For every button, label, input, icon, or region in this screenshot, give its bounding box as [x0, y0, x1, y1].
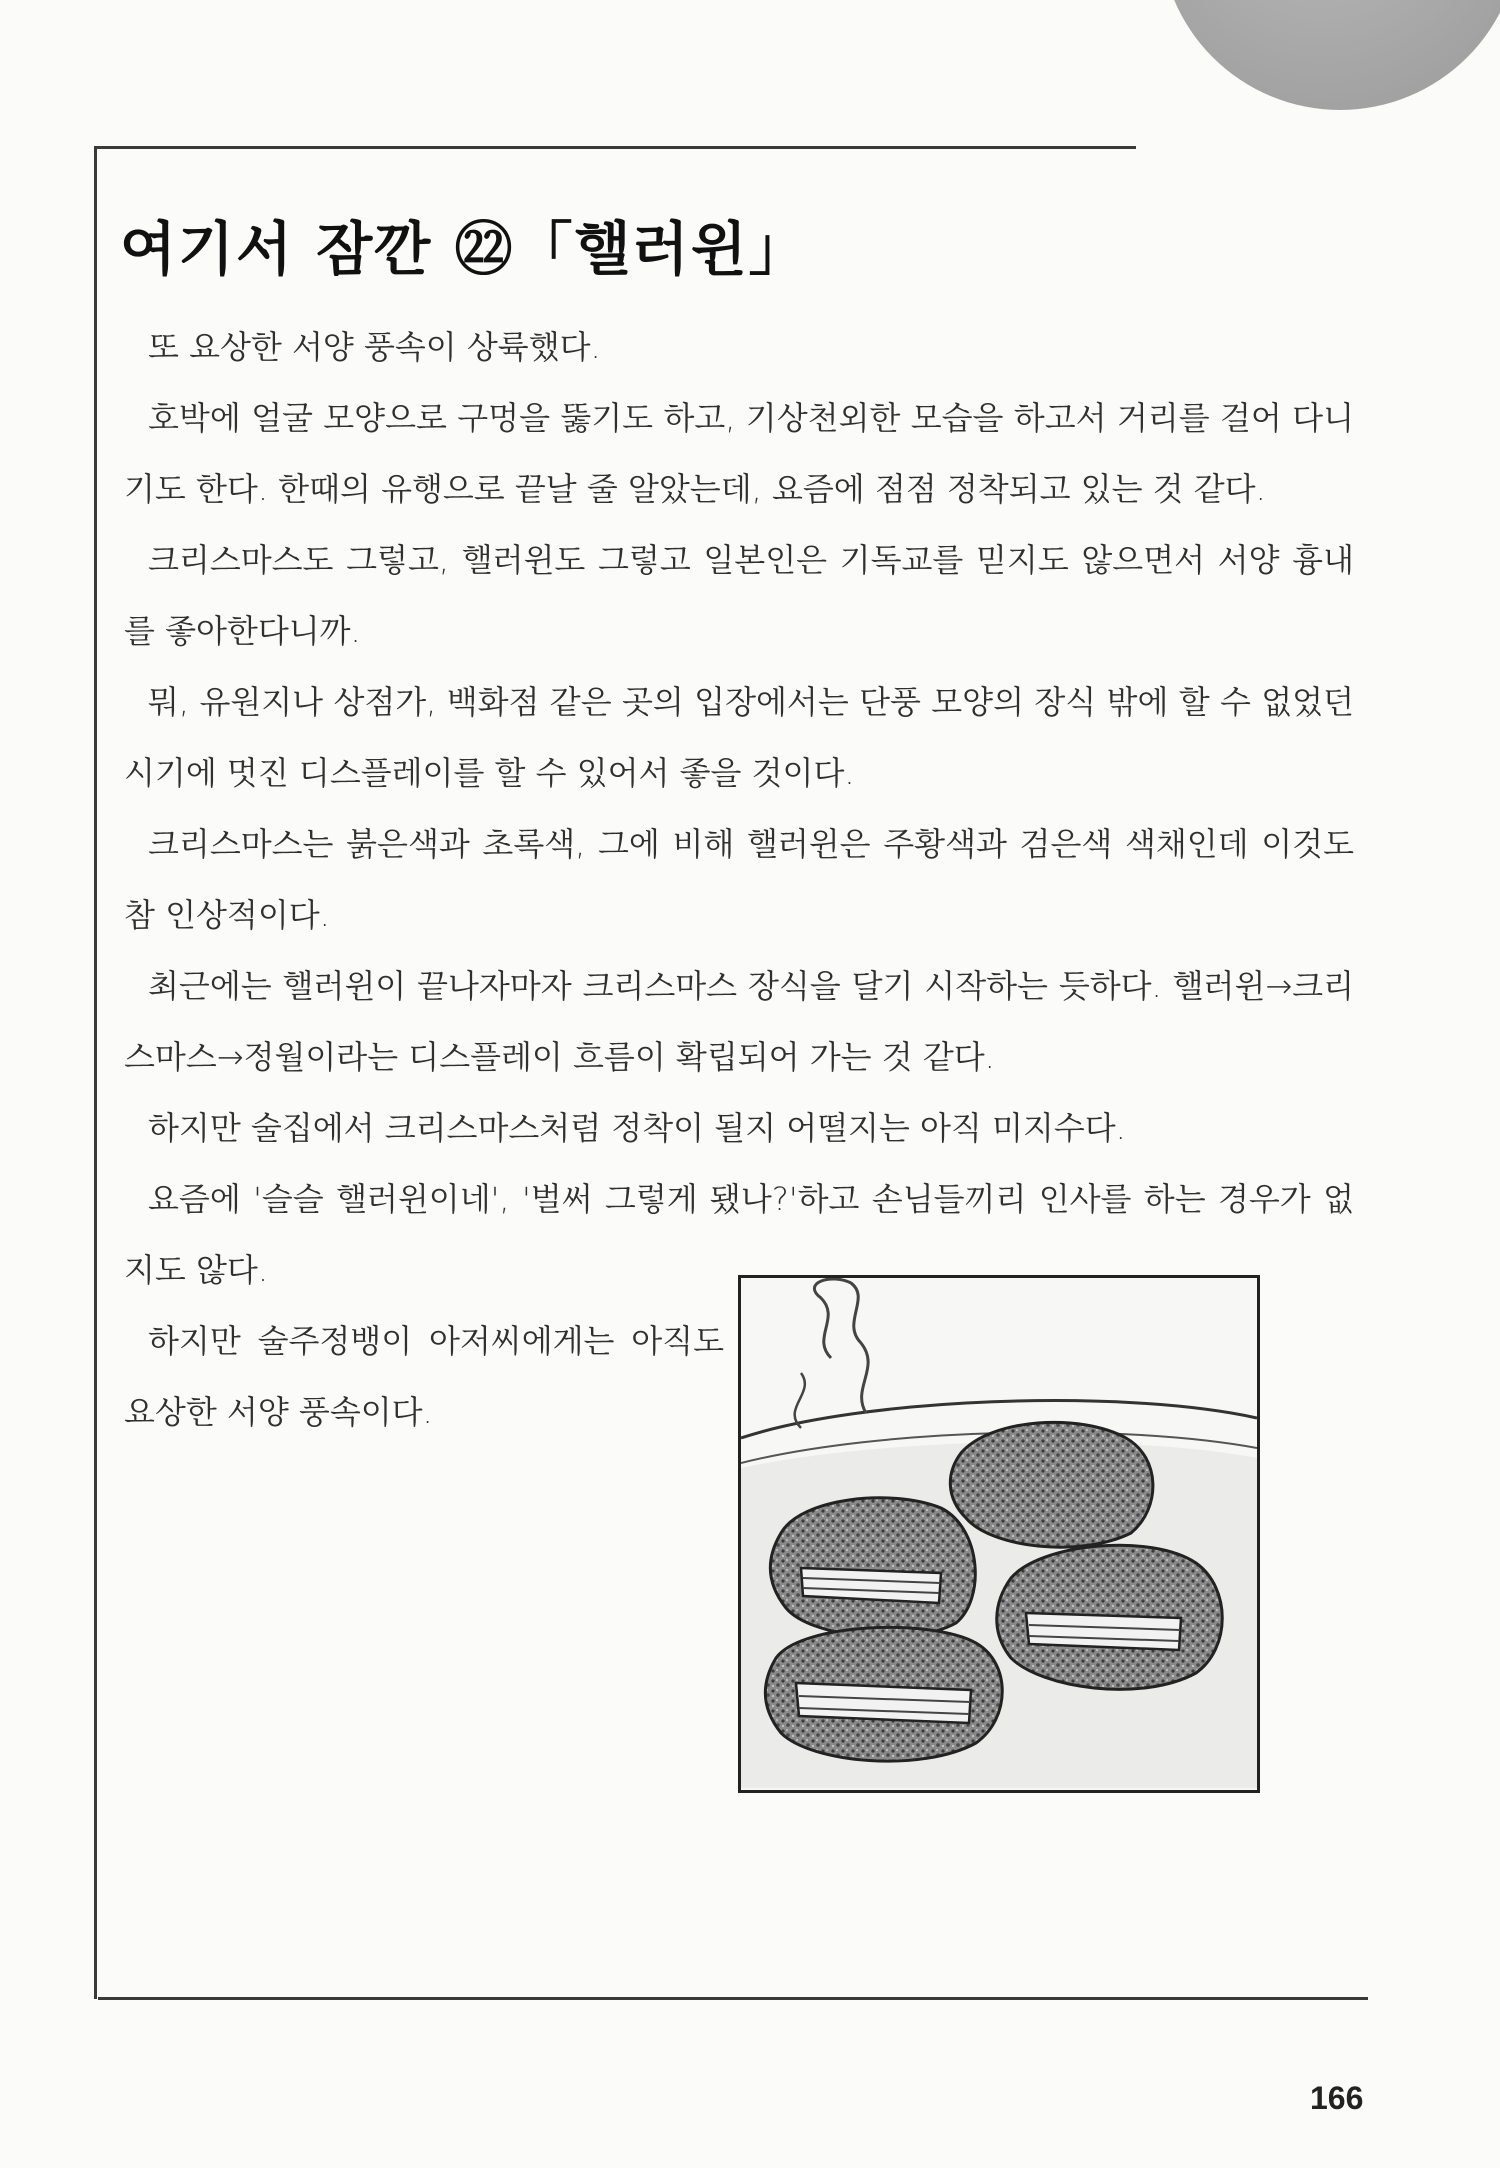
- paragraph: 호박에 얼굴 모양으로 구멍을 뚫기도 하고, 기상천외한 모습을 하고서 거리를 걸어 다니기도 한다. 한때의 유행으로 끝날 줄 알았는데, 요즘에 점점 정착되고 있는 것 같다.: [124, 399, 1354, 508]
- frame-top-border: [94, 146, 1136, 149]
- page-title: 여기서 잠깐 ㉒「핼러윈」: [120, 215, 809, 283]
- paragraph: 요즘에 '슬슬 핼러윈이네', '벌써 그렇게 됐나?'하고 손님들끼리 인사를 하는 경우가 없지도 않다.: [124, 1180, 1354, 1289]
- fried-food-illustration: [738, 1275, 1260, 1793]
- paragraph: 하지만 술집에서 크리스마스처럼 정착이 될지 어떨지는 아직 미지수다.: [148, 1109, 1126, 1147]
- frame-bottom-border: [98, 1997, 1368, 2000]
- paragraph: 또 요상한 서양 풍속이 상륙했다.: [148, 328, 601, 366]
- corner-decoration: [1160, 0, 1500, 110]
- paragraph: 최근에는 핼러윈이 끝나자마자 크리스마스 장식을 달기 시작하는 듯하다. 핼러윈→크리스마스→정월이라는 디스플레이 흐름이 확립되어 가는 것 같다.: [124, 967, 1354, 1076]
- paragraph: 크리스마스도 그렇고, 핼러윈도 그렇고 일본인은 기독교를 믿지도 않으면서 서양 흉내를 좋아한다니까.: [124, 541, 1354, 650]
- frame-left-border: [94, 146, 97, 1999]
- paragraph: 크리스마스는 붉은색과 초록색, 그에 비해 핼러윈은 주황색과 검은색 색채인데 이것도 참 인상적이다.: [124, 825, 1354, 934]
- paragraph: 뭐, 유원지나 상점가, 백화점 같은 곳의 입장에서는 단풍 모양의 장식 밖에 할 수 없었던 시기에 멋진 디스플레이를 할 수 있어서 좋을 것이다.: [124, 683, 1354, 792]
- paragraph: 하지만 술주정뱅이 아저씨에게는 아직도 요상한 서양 풍속이다.: [124, 1322, 724, 1431]
- page-number: 166: [1310, 2080, 1364, 2116]
